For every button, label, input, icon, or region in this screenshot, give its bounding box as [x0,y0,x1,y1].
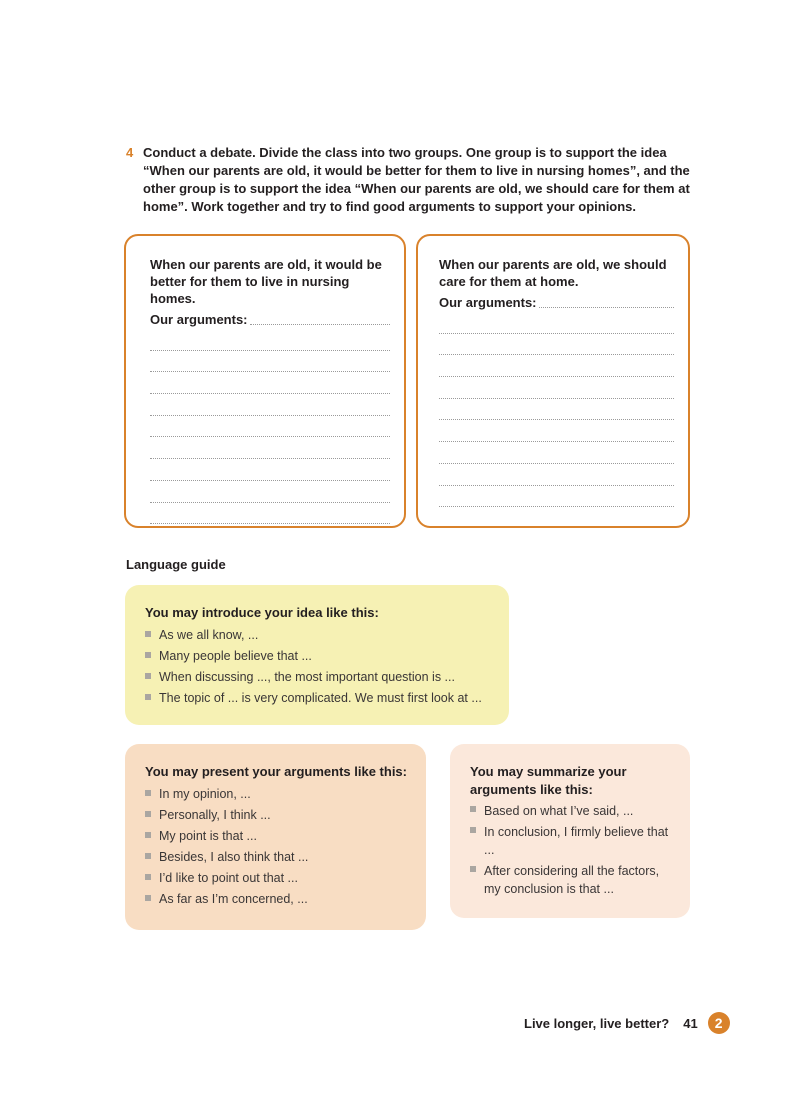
answer-line[interactable] [439,420,674,442]
list-item: As far as I’m concerned, ... [145,889,408,910]
square-bullet-icon [145,631,151,637]
answer-line[interactable] [439,399,674,421]
answer-line[interactable] [439,377,674,399]
list-item: Many people believe that ... [145,646,491,667]
answer-line[interactable] [439,334,674,356]
answer-line[interactable] [150,351,390,373]
argument-box-title: When our parents are old, it would be better for them to live in nursing homes. [150,257,382,306]
list-item: As we all know, ... [145,625,491,646]
answer-line[interactable] [439,312,674,334]
task-instruction [126,144,692,216]
square-bullet-icon [145,673,151,679]
guide-title: You may introduce your idea like this: [145,605,379,620]
list-item: In conclusion, I firmly believe that ... [470,823,672,860]
answer-line[interactable] [539,307,674,308]
list-item: In my opinion, ... [145,784,408,805]
answer-line[interactable] [150,416,390,438]
task-number: 4 [126,145,134,160]
guide-title: You may present your arguments like this: [145,764,407,779]
page-number: 41 [683,1015,698,1031]
answer-line[interactable] [150,394,390,416]
answer-line[interactable] [150,481,390,503]
argument-box-title: When our parents are old, we should care for them at home. [439,257,667,289]
answer-line[interactable] [150,503,390,525]
list-item: The topic of ... is very complicated. We must first look at ... [145,688,491,709]
unit-title: Live longer, live better? [524,1015,670,1031]
list-item: Based on what I’ve said, ... [470,802,672,821]
list-item: When discussing ..., the most important question is ... [145,667,491,688]
page-footer [524,1012,730,1034]
answer-line[interactable] [150,329,390,351]
square-bullet-icon [145,790,151,796]
square-bullet-icon [145,811,151,817]
arguments-label: Our arguments: [150,312,248,327]
answer-line[interactable] [439,464,674,486]
square-bullet-icon [145,853,151,859]
answer-line[interactable] [150,459,390,481]
argument-box-care-at-home [416,234,690,528]
list-item: My point is that ... [145,826,408,847]
square-bullet-icon [145,652,151,658]
answer-line[interactable] [439,442,674,464]
arguments-label: Our arguments: [439,295,537,310]
list-item: Personally, I think ... [145,805,408,826]
answer-line[interactable] [150,372,390,394]
list-item: Besides, I also think that ... [145,847,408,868]
list-item: I’d like to point out that ... [145,868,408,889]
guide-present-box [125,744,426,930]
square-bullet-icon [145,832,151,838]
answer-line[interactable] [250,324,390,325]
argument-box-nursing-homes [124,234,406,528]
square-bullet-icon [145,694,151,700]
square-bullet-icon [470,827,476,833]
square-bullet-icon [470,866,476,872]
chapter-badge: 2 [708,1012,730,1034]
task-text: Conduct a debate. Divide the class into two groups. One group is to support the idea “When our parents are old, it would be better for them to live in nursing homes”, and the other group is to support the idea “When our parents are old, we should care for them at home”. Work together and try to find good arguments to support your opinions. [143,145,690,214]
square-bullet-icon [470,806,476,812]
answer-line[interactable] [150,437,390,459]
square-bullet-icon [145,895,151,901]
guide-title: You may summarize your arguments like this: [470,764,627,797]
answer-line[interactable] [439,486,674,508]
language-guide-heading: Language guide [126,557,226,572]
answer-line[interactable] [439,355,674,377]
guide-introduce-box [125,585,509,725]
guide-summarize-box [450,744,690,918]
square-bullet-icon [145,874,151,880]
list-item: After considering all the factors, my conclusion is that ... [470,862,672,899]
